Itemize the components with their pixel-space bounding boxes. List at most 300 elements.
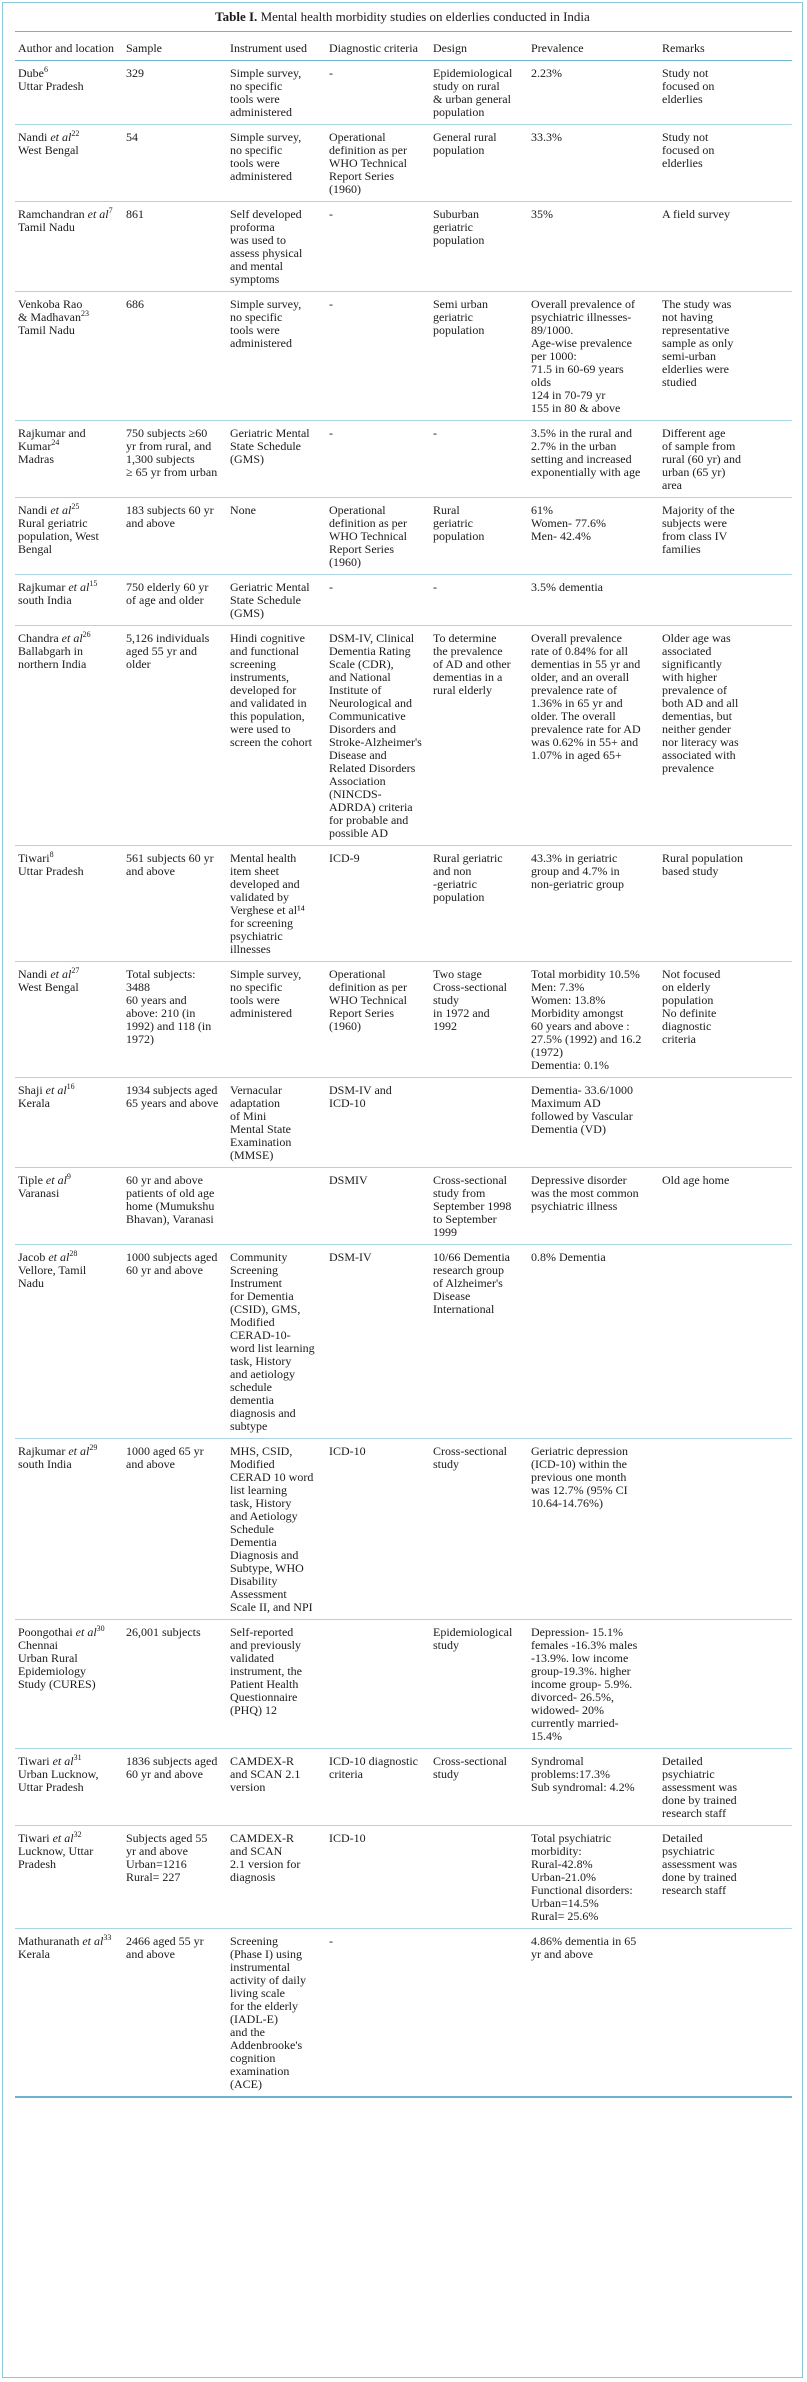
remarks-cell <box>659 125 792 202</box>
criteria-cell <box>326 1620 430 1749</box>
prevalence-cell <box>528 498 659 575</box>
author-location: Rural geriatric population, West Bengal <box>18 516 99 556</box>
author-cell <box>15 61 123 125</box>
sample-cell <box>123 498 227 575</box>
table-row <box>15 61 792 125</box>
author-etal: et al <box>45 1173 67 1187</box>
criteria-cell <box>326 1439 430 1620</box>
criteria-text: DSM-IV, Clinical Dementia Rating Scale (CDR), and National Institute of Neurological and Communicative Disorders and Stroke-Alzheimer's Disease and Related Disorders Association (NINCDS- ADRDA) criteria for probable and possible AD <box>329 631 422 840</box>
author-cell <box>15 1620 123 1749</box>
sample-text: 2466 aged 55 yr and above <box>126 1934 204 1961</box>
author-location: south India <box>18 1457 72 1471</box>
sample-cell <box>123 575 227 626</box>
remarks-text: Majority of the subjects were from class IV families <box>662 503 735 556</box>
sample-cell <box>123 626 227 846</box>
author-name: Ramchandran <box>18 207 85 221</box>
design-cell <box>430 202 528 292</box>
instrument-text: Simple survey, no specific tools were administered <box>230 66 302 119</box>
prevalence-cell <box>528 846 659 962</box>
remarks-text: Rural population based study <box>662 851 743 878</box>
column-header-design: Design <box>430 32 528 61</box>
author-location: West Bengal <box>18 980 79 994</box>
criteria-cell <box>326 1749 430 1826</box>
instrument-cell <box>227 61 326 125</box>
criteria-text: DSMIV <box>329 1173 368 1187</box>
design-cell <box>430 1749 528 1826</box>
author-name: Tiwari <box>18 851 50 865</box>
prevalence-text: 3.5% in the rural and 2.7% in the urban setting and increased exponentially with age <box>531 426 641 479</box>
design-cell <box>430 962 528 1078</box>
prevalence-text: 33.3% <box>531 130 562 144</box>
prevalence-text: Overall prevalence of psychiatric illnesses- 89/1000. Age-wise prevalence per 1000: 71.5 in 60-69 years olds 124 in 70-79 yr 155 in 80 & above <box>531 297 635 415</box>
reference-number: 28 <box>69 1249 78 1258</box>
table-frame <box>2 2 803 2378</box>
sample-cell <box>123 125 227 202</box>
criteria-cell <box>326 575 430 626</box>
design-cell <box>430 1078 528 1168</box>
author-location: Tamil Nadu <box>18 323 75 337</box>
sample-text: 60 yr and above patients of old age home (Mumukshu Bhavan), Varanasi <box>126 1173 215 1226</box>
prevalence-text: Geriatric depression (ICD-10) within the previous one month was 12.7% (95% CI 10.64-14.76%) <box>531 1444 628 1510</box>
remarks-cell <box>659 962 792 1078</box>
instrument-cell <box>227 1929 326 2098</box>
reference-number: 7 <box>108 206 113 215</box>
reference-number: 33 <box>103 1933 112 1942</box>
instrument-cell <box>227 626 326 846</box>
prevalence-cell <box>528 1826 659 1929</box>
table-row <box>15 1749 792 1826</box>
reference-number: 8 <box>49 850 54 859</box>
design-text: - <box>433 580 437 594</box>
design-text: Suburban geriatric population <box>433 207 485 247</box>
reference-number: 22 <box>71 129 80 138</box>
instrument-text: None <box>230 503 256 517</box>
sample-cell <box>123 1620 227 1749</box>
author-location: Chennai Urban Rural Epidemiology Study (CURES) <box>18 1638 96 1691</box>
criteria-text: - <box>329 66 333 80</box>
remarks-text: Study not focused on elderlies <box>662 130 715 170</box>
criteria-cell <box>326 1826 430 1929</box>
author-location: Uttar Pradesh <box>18 79 84 93</box>
author-cell <box>15 1439 123 1620</box>
author-cell <box>15 1826 123 1929</box>
design-cell <box>430 292 528 421</box>
remarks-cell <box>659 575 792 626</box>
author-etal: et al <box>50 130 72 144</box>
instrument-cell <box>227 1439 326 1620</box>
author-cell <box>15 1245 123 1439</box>
table-caption <box>3 9 802 24</box>
table-row <box>15 1929 792 2098</box>
table-row <box>15 498 792 575</box>
design-cell <box>430 421 528 498</box>
reference-number: 16 <box>66 1082 75 1091</box>
column-header-author: Author and location <box>15 32 123 61</box>
table-caption-label: Table I. <box>215 9 258 24</box>
table-row <box>15 125 792 202</box>
prevalence-cell <box>528 962 659 1078</box>
instrument-text: Self developed proforma was used to assess physical and mental symptoms <box>230 207 303 286</box>
design-text: Epidemiological study on rural & urban general population <box>433 66 513 119</box>
prevalence-cell <box>528 1929 659 2098</box>
author-etal: et al <box>82 1934 104 1948</box>
sample-text: 54 <box>126 130 138 144</box>
prevalence-cell <box>528 1245 659 1439</box>
criteria-cell <box>326 498 430 575</box>
prevalence-text: Depression- 15.1% females -16.3% males -13.9%. low income group-19.3%. higher income group- 5.9%. divorced- 26.5%, widowed- 20% currently married- 15.4% <box>531 1625 638 1743</box>
instrument-text: Vernacular adaptation of Mini Mental State Examination (MMSE) <box>230 1083 292 1162</box>
design-cell <box>430 61 528 125</box>
author-location: Madras <box>18 452 54 466</box>
instrument-text: Simple survey, no specific tools were administered <box>230 967 302 1020</box>
sample-cell <box>123 1929 227 2098</box>
table-row <box>15 1439 792 1620</box>
prevalence-text: 0.8% Dementia <box>531 1250 606 1264</box>
sample-text: 26,001 subjects <box>126 1625 201 1639</box>
author-cell <box>15 202 123 292</box>
prevalence-text: 35% <box>531 207 553 221</box>
sample-text: 1934 subjects aged 65 years and above <box>126 1083 219 1110</box>
author-cell <box>15 1749 123 1826</box>
remarks-cell <box>659 626 792 846</box>
instrument-text: Self-reported and previously validated instrument, the Patient Health Questionnaire (PHQ) 12 <box>230 1625 302 1717</box>
author-name: Jacob <box>18 1250 46 1264</box>
criteria-cell <box>326 61 430 125</box>
prevalence-text: 3.5% dementia <box>531 580 603 594</box>
remarks-text: Not focused on elderly population No definite diagnostic criteria <box>662 967 721 1046</box>
design-cell <box>430 1439 528 1620</box>
remarks-text: Detailed psychiatric assessment was done by trained research staff <box>662 1831 737 1897</box>
remarks-cell <box>659 1245 792 1439</box>
criteria-cell <box>326 292 430 421</box>
remarks-cell <box>659 1439 792 1620</box>
author-name: Dube <box>18 66 44 80</box>
prevalence-cell <box>528 125 659 202</box>
design-text: 10/66 Dementia research group of Alzheimer's Disease International <box>433 1250 510 1316</box>
prevalence-cell <box>528 202 659 292</box>
sample-cell <box>123 1826 227 1929</box>
author-etal: et al <box>87 207 109 221</box>
table-row <box>15 202 792 292</box>
sample-text: 329 <box>126 66 144 80</box>
author-location: Tamil Nadu <box>18 220 75 234</box>
criteria-text: ICD-10 <box>329 1444 366 1458</box>
remarks-cell <box>659 421 792 498</box>
table-row <box>15 575 792 626</box>
prevalence-cell <box>528 1078 659 1168</box>
author-name: Nandi <box>18 967 48 981</box>
author-cell <box>15 421 123 498</box>
sample-text: 5,126 individuals aged 55 yr and older <box>126 631 210 671</box>
author-etal: et al <box>50 503 72 517</box>
sample-text: 750 subjects ≥60 yr from rural, and 1,300 subjects ≥ 65 yr from urban <box>126 426 218 479</box>
prevalence-cell <box>528 1749 659 1826</box>
remarks-text: Detailed psychiatric assessment was done by trained research staff <box>662 1754 737 1820</box>
prevalence-cell <box>528 626 659 846</box>
author-name: Nandi <box>18 130 48 144</box>
instrument-cell <box>227 292 326 421</box>
author-etal: et al <box>48 1250 70 1264</box>
author-location: Kerala <box>18 1947 50 1961</box>
remarks-cell <box>659 1749 792 1826</box>
remarks-text: Old age home <box>662 1173 730 1187</box>
instrument-cell <box>227 1620 326 1749</box>
reference-number: 24 <box>51 438 60 447</box>
design-cell <box>430 1168 528 1245</box>
sample-cell <box>123 962 227 1078</box>
design-text: Semi urban geriatric population <box>433 297 488 337</box>
table-row <box>15 1168 792 1245</box>
author-name: Rajkumar <box>18 1444 66 1458</box>
sample-cell <box>123 202 227 292</box>
prevalence-text: 4.86% dementia in 65 yr and above <box>531 1934 637 1961</box>
remarks-text: A field survey <box>662 207 730 221</box>
instrument-text: Geriatric Mental State Schedule (GMS) <box>230 580 310 620</box>
author-cell <box>15 846 123 962</box>
remarks-cell <box>659 292 792 421</box>
sample-cell <box>123 421 227 498</box>
design-cell <box>430 498 528 575</box>
instrument-text: CAMDEX-R and SCAN 2.1 version for diagnosis <box>230 1831 301 1884</box>
author-name: Nandi <box>18 503 48 517</box>
sample-cell <box>123 1168 227 1245</box>
author-location: Vellore, Tamil Nadu <box>18 1263 87 1290</box>
author-cell <box>15 1078 123 1168</box>
instrument-text: Mental health item sheet developed and validated by Verghese et al¹⁴ for screening psychiatric illnesses <box>230 851 305 956</box>
instrument-cell <box>227 498 326 575</box>
criteria-cell <box>326 125 430 202</box>
author-location: Lucknow, Uttar Pradesh <box>18 1844 94 1871</box>
sample-cell <box>123 846 227 962</box>
remarks-cell <box>659 202 792 292</box>
author-location: Ballabgarh in northern India <box>18 644 87 671</box>
instrument-text: Hindi cognitive and functional screening instruments, developed for and validated in this population, were used to screen the cohort <box>230 631 312 749</box>
author-cell <box>15 498 123 575</box>
reference-number: 32 <box>73 1830 82 1839</box>
author-location: Urban Lucknow, Uttar Pradesh <box>18 1767 99 1794</box>
prevalence-text: Dementia- 33.6/1000 Maximum AD followed by Vascular Dementia (VD) <box>531 1083 633 1136</box>
author-etal: et al <box>61 631 83 645</box>
remarks-text: Study not focused on elderlies <box>662 66 715 106</box>
author-name: Chandra <box>18 631 59 645</box>
design-cell <box>430 626 528 846</box>
instrument-cell <box>227 421 326 498</box>
design-cell <box>430 1929 528 2098</box>
author-cell <box>15 125 123 202</box>
author-name: Tiple <box>18 1173 43 1187</box>
prevalence-cell <box>528 61 659 125</box>
instrument-cell <box>227 1749 326 1826</box>
sample-text: 861 <box>126 207 144 221</box>
table-row <box>15 962 792 1078</box>
design-text: - <box>433 426 437 440</box>
sample-text: Total subjects: 3488 60 years and above: 210 (in 1992) and 118 (in 1972) <box>126 967 212 1046</box>
author-name: Tiwari <box>18 1831 50 1845</box>
author-name: Venkoba Rao & Madhavan <box>18 297 83 324</box>
prevalence-cell <box>528 292 659 421</box>
instrument-cell <box>227 962 326 1078</box>
instrument-cell <box>227 1245 326 1439</box>
author-cell <box>15 1168 123 1245</box>
table-row <box>15 1826 792 1929</box>
author-location: Varanasi <box>18 1186 60 1200</box>
prevalence-text: Syndromal problems:17.3% Sub syndromal: 4.2% <box>531 1754 635 1794</box>
criteria-cell <box>326 421 430 498</box>
design-text: Epidemiological study <box>433 1625 513 1652</box>
criteria-cell <box>326 1929 430 2098</box>
design-text: General rural population <box>433 130 497 157</box>
reference-number: 31 <box>73 1753 82 1762</box>
reference-number: 25 <box>71 502 80 511</box>
remarks-cell <box>659 498 792 575</box>
design-text: Two stage Cross-sectional study in 1972 and 1992 <box>433 967 507 1033</box>
author-location: Kerala <box>18 1096 50 1110</box>
instrument-text: Screening (Phase I) using instrumental activity of daily living scale for the elderly (IADL-E) and the Addenbrooke's cognition examination (ACE) <box>230 1934 306 2091</box>
criteria-text: ICD-10 <box>329 1831 366 1845</box>
remarks-text: The study was not having representative sample as only semi-urban elderlies were studied <box>662 297 734 389</box>
column-header-sample: Sample <box>123 32 227 61</box>
table-row <box>15 846 792 962</box>
author-name: Shaji <box>18 1083 43 1097</box>
prevalence-text: Depressive disorder was the most common psychiatric illness <box>531 1173 639 1213</box>
prevalence-cell <box>528 575 659 626</box>
design-cell <box>430 575 528 626</box>
criteria-cell <box>326 626 430 846</box>
author-cell <box>15 962 123 1078</box>
instrument-text: Simple survey, no specific tools were administered <box>230 297 302 350</box>
remarks-cell <box>659 61 792 125</box>
column-header-remarks: Remarks <box>659 32 792 61</box>
sample-cell <box>123 61 227 125</box>
sample-cell <box>123 1078 227 1168</box>
criteria-cell <box>326 846 430 962</box>
remarks-text: Older age was associated significantly with higher prevalence of both AD and all dementias, but neither gender nor literacy was associated with prevalence <box>662 631 739 775</box>
author-etal: et al <box>52 1754 74 1768</box>
design-cell <box>430 125 528 202</box>
criteria-text: Operational definition as per WHO Technical Report Series (1960) <box>329 503 407 569</box>
table-row <box>15 1245 792 1439</box>
author-location: West Bengal <box>18 143 79 157</box>
criteria-text: - <box>329 207 333 221</box>
prevalence-text: Total psychiatric morbidity: Rural-42.8% Urban-21.0% Functional disorders: Urban=14.5% Rural= 25.6% <box>531 1831 633 1923</box>
header-row <box>15 32 792 61</box>
design-text: Cross-sectional study from September 1998 to September 1999 <box>433 1173 512 1239</box>
author-cell <box>15 626 123 846</box>
instrument-cell <box>227 1078 326 1168</box>
instrument-text: Geriatric Mental State Schedule (GMS) <box>230 426 310 466</box>
criteria-text: Operational definition as per WHO Technical Report Series (1960) <box>329 967 407 1033</box>
table-caption-text: Mental health morbidity studies on elderlies conducted in India <box>260 9 590 24</box>
criteria-text: Operational definition as per WHO Technical Report Series (1960) <box>329 130 407 196</box>
table-row <box>15 626 792 846</box>
instrument-text: Simple survey, no specific tools were administered <box>230 130 302 183</box>
prevalence-text: 2.23% <box>531 66 562 80</box>
author-cell <box>15 292 123 421</box>
table-body <box>15 61 792 2098</box>
criteria-text: ICD-10 diagnostic criteria <box>329 1754 418 1781</box>
table-row <box>15 292 792 421</box>
sample-text: 1000 aged 65 yr and above <box>126 1444 204 1471</box>
prevalence-text: 61% Women- 77.6% Men- 42.4% <box>531 503 607 543</box>
author-name: Tiwari <box>18 1754 50 1768</box>
morbidity-table <box>15 31 792 2098</box>
remarks-cell <box>659 1620 792 1749</box>
sample-text: 1000 subjects aged 60 yr and above <box>126 1250 218 1277</box>
instrument-text: MHS, CSID, Modified CERAD 10 word list learning task, History and Aetiology Schedule Dementia Diagnosis and Subtype, WHO Disability Assessment Scale II, and NPI <box>230 1444 314 1614</box>
criteria-text: - <box>329 426 333 440</box>
criteria-cell <box>326 1078 430 1168</box>
instrument-cell <box>227 575 326 626</box>
author-location: south India <box>18 593 72 607</box>
remarks-cell <box>659 846 792 962</box>
remarks-cell <box>659 1826 792 1929</box>
design-cell <box>430 1620 528 1749</box>
sample-cell <box>123 1749 227 1826</box>
sample-cell <box>123 292 227 421</box>
sample-text: 561 subjects 60 yr and above <box>126 851 214 878</box>
prevalence-cell <box>528 421 659 498</box>
remarks-cell <box>659 1929 792 2098</box>
author-etal: et al <box>45 1083 67 1097</box>
criteria-text: ICD-9 <box>329 851 360 865</box>
instrument-cell <box>227 1826 326 1929</box>
table-row <box>15 1620 792 1749</box>
prevalence-cell <box>528 1620 659 1749</box>
prevalence-cell <box>528 1168 659 1245</box>
instrument-text: CAMDEX-R and SCAN 2.1 version <box>230 1754 301 1794</box>
sample-cell <box>123 1245 227 1439</box>
instrument-cell <box>227 202 326 292</box>
author-name: Rajkumar <box>18 580 66 594</box>
design-text: Cross-sectional study <box>433 1444 507 1471</box>
author-cell <box>15 575 123 626</box>
column-header-instrument: Instrument used <box>227 32 326 61</box>
criteria-text: DSM-IV and ICD-10 <box>329 1083 392 1110</box>
prevalence-text: Total morbidity 10.5% Men: 7.3% Women: 13.8% Morbidity amongst 60 years and above : 27.5% (1992) and 16.2 (1972) Dementia: 0.1% <box>531 967 642 1072</box>
remarks-cell <box>659 1078 792 1168</box>
author-cell <box>15 1929 123 2098</box>
criteria-cell <box>326 202 430 292</box>
design-cell <box>430 1826 528 1929</box>
author-name: Poongothai <box>18 1625 73 1639</box>
design-text: Rural geriatric population <box>433 503 485 543</box>
reference-number: 9 <box>66 1172 71 1181</box>
column-header-criteria: Diagnostic criteria <box>326 32 430 61</box>
design-text: Cross-sectional study <box>433 1754 507 1781</box>
sample-text: 183 subjects 60 yr and above <box>126 503 214 530</box>
sample-cell <box>123 1439 227 1620</box>
author-name: Mathuranath <box>18 1934 80 1948</box>
criteria-text: - <box>329 297 333 311</box>
prevalence-cell <box>528 1439 659 1620</box>
table-row <box>15 421 792 498</box>
author-etal: et al <box>68 1444 90 1458</box>
reference-number: 26 <box>82 630 91 639</box>
instrument-text: Community Screening Instrument for Dementia (CSID), GMS, Modified CERAD-10- word list learning task, History and aetiology schedule dementia diagnosis and subtype <box>230 1250 315 1433</box>
reference-number: 15 <box>89 579 98 588</box>
design-text: Rural geriatric and non -geriatric population <box>433 851 503 904</box>
design-text: To determine the prevalence of AD and other dementias in a rural elderly <box>433 631 511 697</box>
remarks-cell <box>659 1168 792 1245</box>
reference-number: 30 <box>96 1624 105 1633</box>
author-etal: et al <box>75 1625 97 1639</box>
instrument-cell <box>227 846 326 962</box>
remarks-text: Different age of sample from rural (60 yr) and urban (65 yr) area <box>662 426 741 492</box>
author-etal: et al <box>52 1831 74 1845</box>
author-name: Rajkumar and Kumar <box>18 426 86 453</box>
reference-number: 23 <box>80 309 89 318</box>
prevalence-text: 43.3% in geriatric group and 4.7% in non-geriatric group <box>531 851 624 891</box>
